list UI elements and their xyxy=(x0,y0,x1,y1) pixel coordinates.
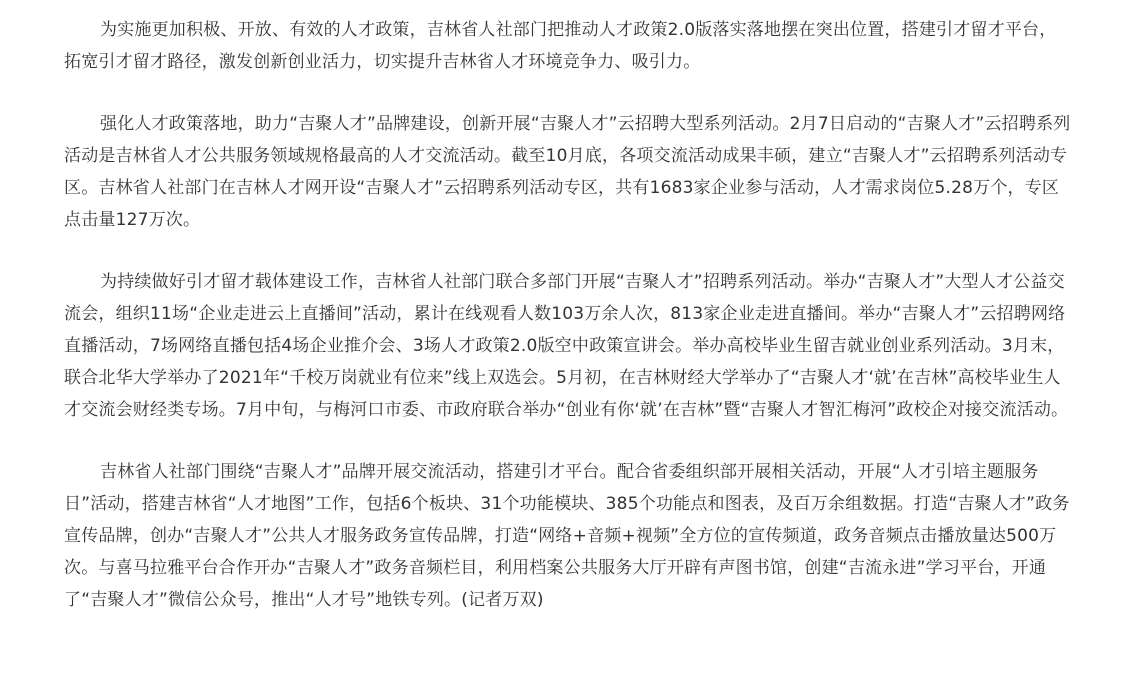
paragraph-spacer xyxy=(64,426,1072,456)
article-paragraph-4: 吉林省人社部门围绕“吉聚人才”品牌开展交流活动，搭建引才平台。配合省委组织部开展相关活动，开展“人才引培主题服务日”活动，搭建吉林省“人才地图”工作，包括6个板块、31个功能模块、385个功能点和图表，及百万余组数据。打造“吉聚人才”政务宣传品牌，创办“吉聚人才”公共人才服务政务宣传品牌，打造“网络+音频+视频”全方位的宣传频道，政务音频点击播放量达500万次。与喜马拉雅平台合作开办“吉聚人才”政务音频栏目，利用档案公共服务大厅开辟有声图书馆，创建“吉流永进”学习平台，开通了“吉聚人才”微信公众号，推出“人才号”地铁专列。(记者万双) xyxy=(64,462,1070,610)
article-paragraph-1: 为实施更加积极、开放、有效的人才政策，吉林省人社部门把推动人才政策2.0版落实落地摆在突出位置，搭建引才留才平台，拓宽引才留才路径，激发创新创业活力，切实提升吉林省人才环境竞争力、吸引力。 xyxy=(64,20,1057,72)
article-paragraph-2: 强化人才政策落地，助力“吉聚人才”品牌建设，创新开展“吉聚人才”云招聘大型系列活动。2月7日启动的“吉聚人才”云招聘系列活动是吉林省人才公共服务领域规格最高的人才交流活动。截至10月底，各项交流活动成果丰硕，建立“吉聚人才”云招聘系列活动专区。吉林省人社部门在吉林人才网开设“吉聚人才”云招聘系列活动专区，共有1683家企业参与活动，人才需求岗位5.28万个，专区点击量127万次。 xyxy=(64,114,1071,230)
article-paragraph-3: 为持续做好引才留才载体建设工作，吉林省人社部门联合多部门开展“吉聚人才”招聘系列活动。举办“吉聚人才”大型人才公益交流会，组织11场“企业走进云上直播间”活动，累计在线观看人数103万余人次，813家企业走进直播间。举办“吉聚人才”云招聘网络直播活动，7场网络直播包括4场企业推介会、3场人才政策2.0版空中政策宣讲会。举办高校毕业生留吉就业创业系列活动。3月末，联合北华大学举办了2021年“千校万岗就业有位来”线上双选会。5月初，在吉林财经大学举办了“吉聚人才‘就’在吉林”高校毕业生人才交流会财经类专场。7月中旬，与梅河口市委、市政府联合举办“创业有你‘就’在吉林”暨“吉聚人才智汇梅河”政校企对接交流活动。 xyxy=(64,272,1069,420)
paragraph-spacer xyxy=(64,78,1072,108)
paragraph-spacer xyxy=(64,236,1072,266)
